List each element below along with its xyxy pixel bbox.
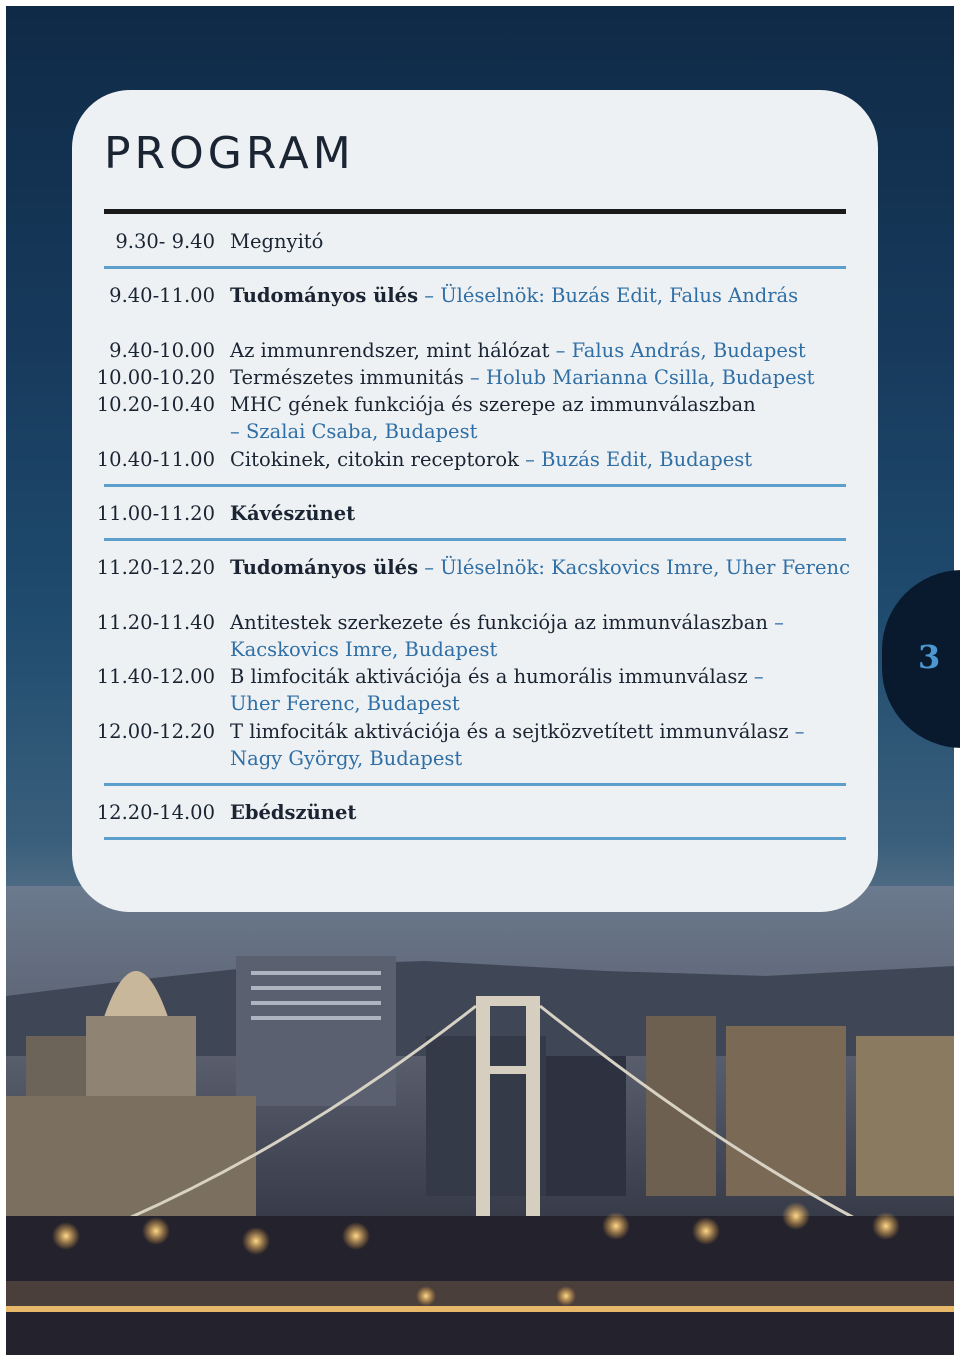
row-time: 10.40-11.00 [96,448,215,471]
row-time: 11.20-12.20 [96,556,215,579]
row-detail: Üléselnök: Kacskovics Imre, Uher Ferenc [440,556,851,579]
row-content [230,718,804,745]
row-time: 9.40-11.00 [109,284,215,307]
row-dash: – [424,556,435,579]
program-row [0,554,880,581]
program-row [0,228,880,255]
row-content [230,500,355,527]
row-detail: Holub Marianna Csilla, Budapest [486,366,815,389]
row-detail: Uher Ferenc, Budapest [230,692,460,715]
row-dash: – [470,366,480,389]
row-detail: Üléselnök: Buzás Edit, Falus András [440,284,799,307]
row-title: Természetes immunitás [230,366,464,389]
row-time: 11.20-11.40 [96,611,215,634]
row-title: Tudományos ülés [230,556,419,579]
program-row [0,364,880,391]
row-title: T limfociták aktivációja és a sejtközvetített immunválasz [230,720,789,743]
row-time: 9.40-10.00 [109,339,215,362]
row-title: Megnyitó [230,230,324,253]
row-dash: – [230,420,240,443]
section-divider [104,266,846,269]
row-content [230,337,806,364]
row-time: 10.00-10.20 [96,366,215,389]
row-content [230,609,784,636]
row-dash: – [774,611,784,634]
program-row-continuation [0,690,880,717]
row-time: 12.00-12.20 [96,720,215,743]
row-content [230,418,477,445]
program-row [0,446,880,473]
row-title: Citokinek, citokin receptorok [230,448,519,471]
row-detail: Nagy György, Budapest [230,747,463,770]
row-time: 9.30- 9.40 [115,230,215,253]
row-content [230,228,323,255]
row-dash: – [525,448,535,471]
row-time: 11.00-11.20 [96,502,215,525]
row-content [230,391,756,418]
row-content [230,282,798,309]
row-title: Kávészünet [230,502,356,525]
row-time: 12.20-14.00 [96,801,215,824]
program-row [0,663,880,690]
row-content [230,799,356,826]
row-detail: Szalai Csaba, Budapest [245,420,478,443]
row-content [230,554,850,581]
row-dash: – [424,284,435,307]
page-number: 3 [918,638,941,676]
row-title: B limfociták aktivációja és a humorális immunválasz [230,665,748,688]
row-dash: – [753,665,764,688]
section-divider [104,837,846,840]
program-row [0,799,880,826]
program-row [0,609,880,636]
row-time: 10.20-10.40 [96,393,215,416]
program-row [0,718,880,745]
section-divider [104,783,846,786]
row-content [230,663,764,690]
row-title: Tudományos ülés [230,284,419,307]
program-row-continuation [0,418,880,445]
page-title: PROGRAM [104,128,355,179]
row-detail: Falus András, Budapest [571,339,806,362]
program-row [0,337,880,364]
row-detail: Buzás Edit, Budapest [541,448,753,471]
program-row-continuation [0,636,880,663]
row-dash: – [794,720,805,743]
title-divider [104,209,846,214]
row-title: Az immunrendszer, mint hálózat [230,339,550,362]
section-divider [104,538,846,541]
row-content [230,446,752,473]
row-title: MHC gének funkciója és szerepe az immunválaszban [230,393,756,416]
row-title: Ebédszünet [230,801,357,824]
row-title: Antitestek szerkezete és funkciója az immunválaszban [230,611,768,634]
program-row-continuation [0,745,880,772]
row-time: 11.40-12.00 [96,665,215,688]
budapest-night-photo [6,886,954,1355]
program-row [0,500,880,527]
section-divider [104,484,846,487]
row-content [230,364,814,391]
program-row [0,391,880,418]
row-detail: Kacskovics Imre, Budapest [230,638,498,661]
row-dash: – [555,339,566,362]
program-row [0,282,880,309]
